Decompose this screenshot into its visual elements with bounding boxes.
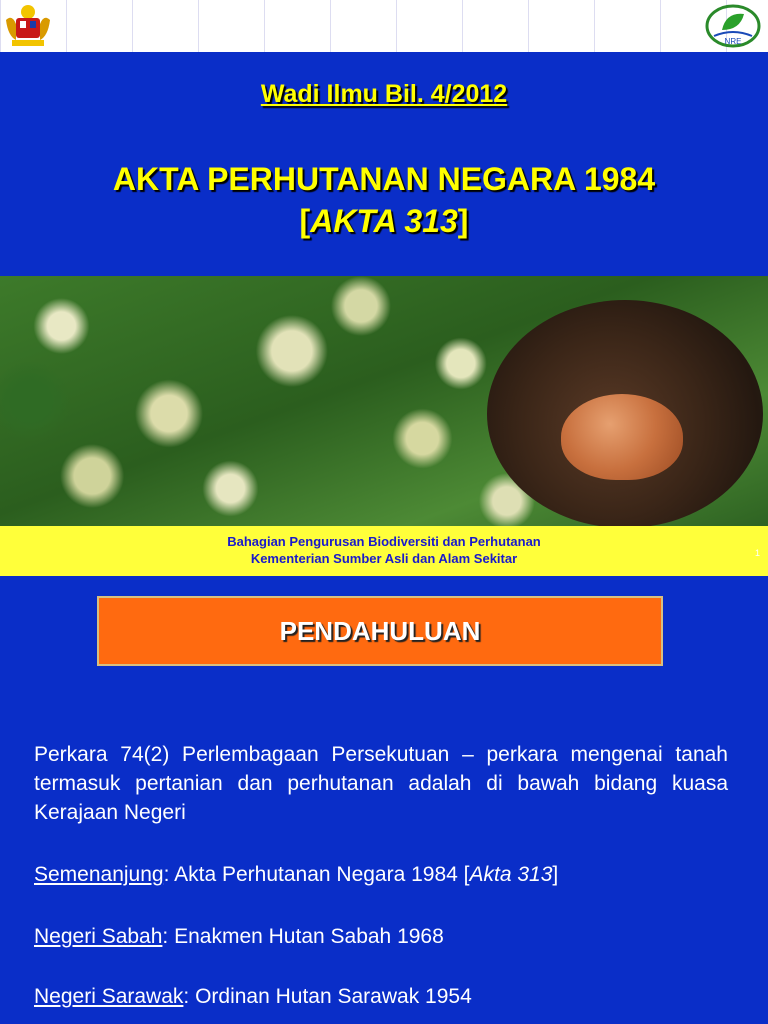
malaysia-crest-icon: [2, 0, 54, 50]
svg-text:NRE: NRE: [724, 37, 742, 46]
act-number: Akta 313: [469, 863, 553, 886]
title-line-2: [AKTA 313]: [299, 203, 469, 239]
page-number: 1: [754, 548, 760, 558]
forest-photo: [0, 276, 768, 526]
law-item-label: Semenanjung: [34, 863, 164, 886]
rafflesia-bud: [561, 394, 683, 480]
footer-band: [0, 526, 768, 576]
footer-division: Bahagian Pengurusan Biodiversiti dan Perhutanan: [227, 534, 541, 549]
slide-body: [34, 740, 728, 1011]
law-item-semenanjung: Semenanjung: Akta Perhutanan Negara 1984 [Akta 313]: [34, 863, 559, 886]
footer-ministry: Kementerian Sumber Asli dan Alam Sekitar: [250, 551, 518, 566]
title-act-number: AKTA 313: [310, 203, 458, 239]
rafflesia-photo: [487, 300, 763, 526]
heading-box: [97, 596, 663, 666]
section-heading: PENDAHULUAN: [279, 615, 481, 646]
nre-logo-icon: [704, 4, 762, 48]
slide-introduction: [0, 576, 768, 1024]
intro-paragraph: Perkara 74(2) Perlembagaan Persekutuan – perkara mengenai tanah termasuk pertanian dan perhutanan adalah di bawah bidang kuasa Kerajaan Negeri: [34, 743, 728, 824]
law-item-sarawak: Negeri Sarawak: Ordinan Hutan Sarawak 1954: [34, 985, 472, 1008]
law-item-label: Negeri Sabah: [34, 925, 163, 948]
logo-bar: [0, 0, 768, 52]
law-item-sabah: Negeri Sabah: Enakmen Hutan Sabah 1968: [34, 925, 444, 948]
title-line-1: AKTA PERHUTANAN NEGARA 1984: [112, 161, 656, 197]
law-item-label: Negeri Sarawak: [34, 985, 184, 1008]
slide-subtitle: Wadi Ilmu Bil. 4/2012: [260, 80, 508, 108]
slide-title: [0, 158, 768, 242]
